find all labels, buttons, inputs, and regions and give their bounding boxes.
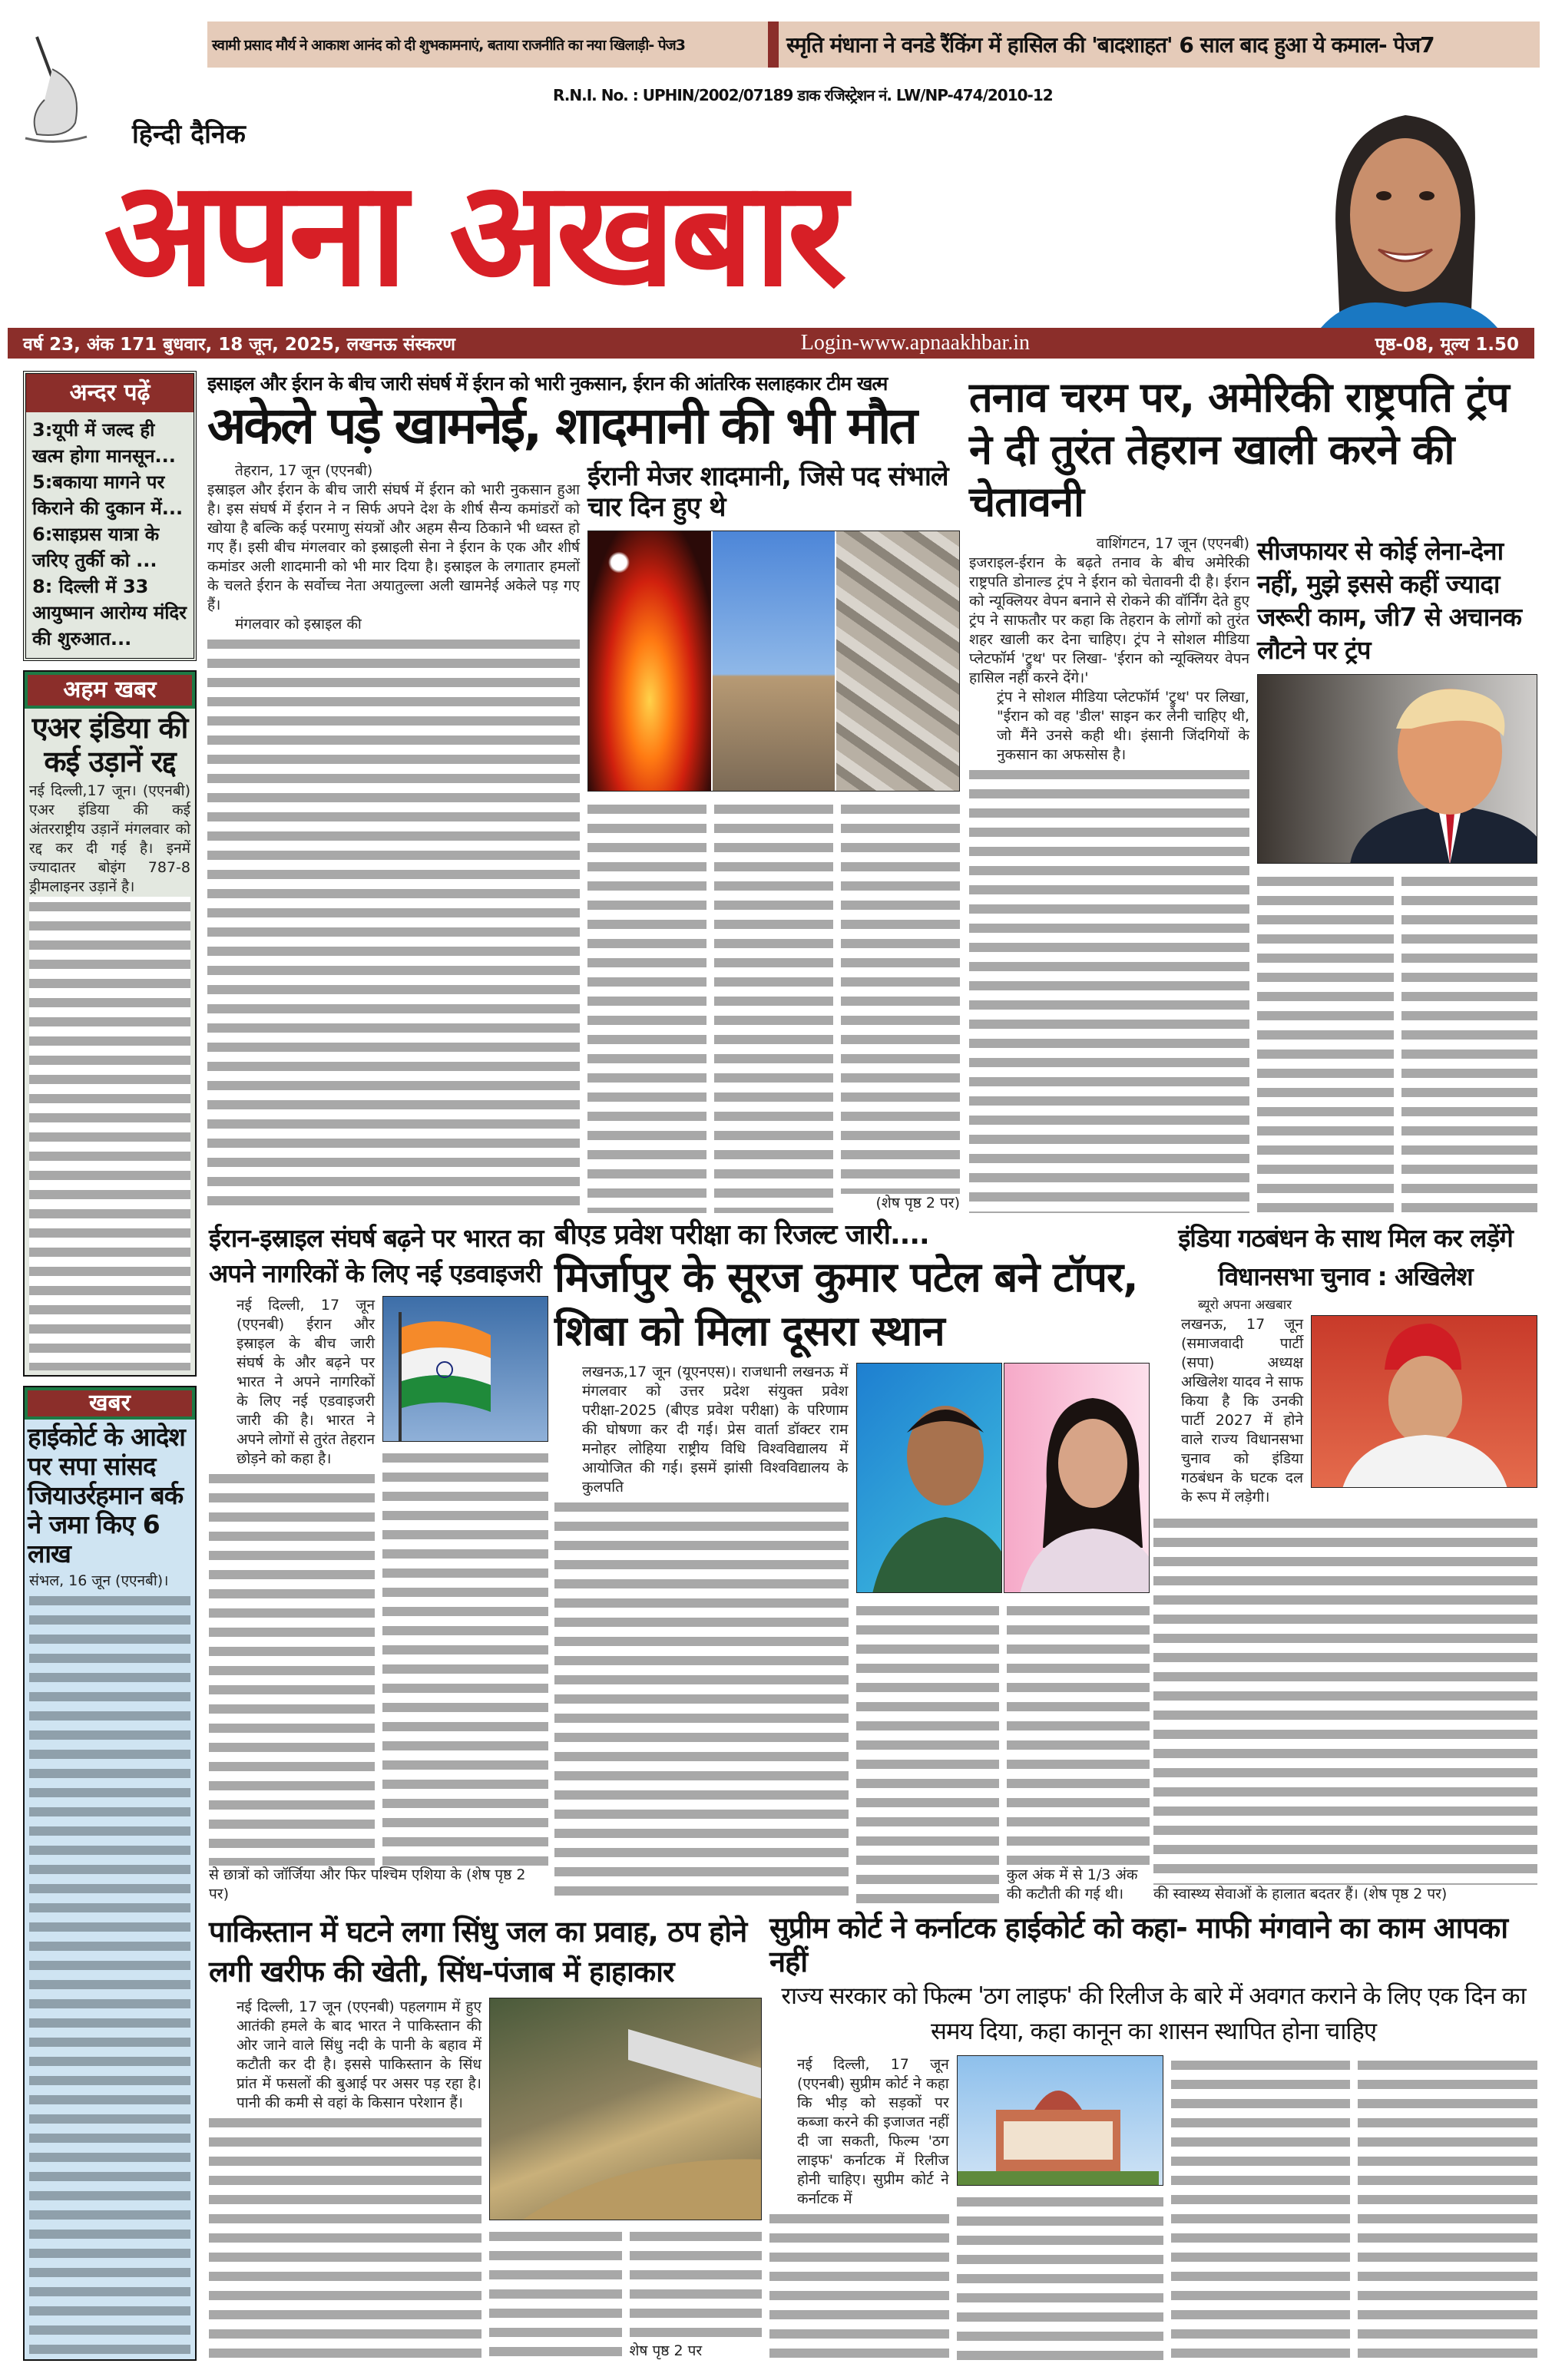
sc-subhead: राज्य सरकार को फिल्म 'ठग लाइफ' की रिलीज के बारे में अवगत कराने के लिए एक दिन का समय दिया, कहा कानून का शासन स्थापित होना चाहिए: [781, 1982, 1526, 2046]
akhilesh-body: लखनऊ, 17 जून (समाजवादी पार्टी (सपा) अध्यक्ष अखिलेश यादव ने साफ किया है कि उनकी पार्टी 2027 में होने वाले राज्य विधानसभा चुनाव को इंडिया गठबंधन के घटक दल के रूप में लड़ेगी।: [1181, 1316, 1303, 1506]
akhilesh-headline[interactable]: इंडिया गठबंधन के साथ मिल कर लड़ेंगे विधानसभा चुनाव : अखिलेश: [1178, 1223, 1513, 1291]
missile-launch-image: [711, 531, 836, 791]
text-lines: [630, 2226, 763, 2342]
text-lines: [841, 799, 960, 1194]
inside-title: अन्दर पढ़ें: [26, 374, 194, 412]
text-lines: [209, 1469, 375, 1866]
akhilesh-column: [1153, 1315, 1303, 1507]
indus-headline[interactable]: पाकिस्तान में घटने लगा सिंधु जल का प्रवाह, ठप होने लगी खरीफ की खेती, सिंध-पंजाब में हाहाकार: [209, 1915, 747, 1988]
continued-note: (शेष पृष्ठ 2 पर): [875, 1195, 960, 1211]
issue-info: वर्ष 23, अंक 171 बुधवार, 18 जून, 2025, लखनऊ संस्करण: [23, 335, 456, 355]
suraj-kumar-patel-photo: [856, 1363, 1002, 1593]
iran-strike-fire-image: [588, 531, 711, 791]
trump-dateline: वाशिंगटन, 17 जून (एएनबी): [1096, 535, 1249, 552]
akhilesh-yadav-photo: [1311, 1315, 1537, 1488]
trump-column-2: [1257, 871, 1394, 1213]
text-lines: [969, 765, 1249, 1213]
text-lines: [714, 799, 833, 1213]
text-lines: [1153, 1513, 1537, 1885]
indus-column-1: [209, 1998, 481, 2361]
text-lines: [957, 2192, 1163, 2361]
indus-column-3: [630, 2226, 763, 2361]
trump-body-2: ट्रंप ने सोशल मीडिया प्लेटफॉर्म 'ट्रुथ' पर लिखा, "ईरान को वह 'डील' साइन कर लेनी चाहिए थी, जो मैंने उनसे कही थी। इंसानी जिंदगियों के नुकसान का अफसोस है।: [997, 689, 1249, 763]
indus-dam-photo: [489, 1998, 762, 2220]
lead-column-1: [207, 461, 580, 1213]
teaser-left[interactable]: स्वामी प्रसाद मौर्य ने आकाश आनंद को दी शुभकामनाएं, बताया राजनीति का नया खिलाड़ी- पेज3: [212, 37, 685, 54]
news-title: खबर: [25, 1387, 195, 1420]
left-sidebar: [23, 371, 197, 2361]
continued-note: कुल अंक में से 1/3 अंक की कटौती की गई थी।: [1006, 1866, 1138, 1902]
newspaper-title: अपना अखबार: [104, 149, 842, 319]
important-news-box: [23, 670, 197, 1377]
sc-column-2: [957, 2055, 1163, 2361]
continued-note: से छात्रों को जॉर्जिया और फिर पश्चिम एशिया के (शेष पृष्ठ 2 पर): [209, 1866, 526, 1902]
advisory-body: नई दिल्ली, 17 जून (एएनबी) ईरान और इस्राइल के बीच जारी संघर्ष के और बढ़ने पर भारत ने अपने नागरिकों के लिए नई एडवाइजरी जारी की है। भारत ने अपने लोगों से तुरंत तेहरान छोड़ने को कहा है।: [237, 1297, 375, 1467]
news-headline[interactable]: हाईकोर्ट के आदेश पर सपा सांसद जियाउर्रहमान बर्क ने जमा किए 6 लाख: [28, 1422, 185, 1568]
sc-column-3: [1171, 2055, 1351, 2361]
text-lines: [29, 1591, 190, 2355]
indus-column-2: [489, 2226, 622, 2361]
bed-column-1: [554, 1363, 849, 1904]
text-lines: [29, 897, 190, 1370]
text-lines: [207, 634, 580, 1213]
important-headline[interactable]: एअर इंडिया की कई उड़ानें रद्द: [31, 711, 188, 778]
lead-kicker: इसाइल और ईरान के बीच जारी संघर्ष में ईरान को भारी नुकसान, ईरान की आंतरिक सलाहकार टीम खत्म: [207, 372, 888, 395]
lead-right-area: [587, 461, 960, 1213]
lead-dateline: तेहरान, 17 जून (एएनबी): [235, 461, 373, 479]
text-lines: [1171, 2055, 1351, 2361]
trump-column-1: [969, 534, 1249, 1213]
bed-right-area: [856, 1363, 1150, 1904]
advisory-column-2: [382, 1296, 548, 1866]
news-box: [23, 1386, 197, 2361]
sc-story: [769, 1912, 1537, 2361]
indian-flag-photo: [382, 1296, 548, 1442]
bed-headline[interactable]: मिर्जापुर के सूरज कुमार पटेल बने टॉपर, शिबा को मिला दूसरा स्थान: [554, 1253, 1138, 1356]
bed-body: लखनऊ,17 जून (यूएनएस)। राजधानी लखनऊ में मंगलवार को उत्तर प्रदेश संयुक्त प्रवेश परीक्षा-2025 (बीएड प्रवेश परीक्षा) के परिणाम की घोषणा कर दी गई। प्रेस वार्ता डॉक्टर राम मनोहर लोहिया राष्ट्रीय विधि विश्वविद्यालय में आयोजित की गई। इसमें झांसी विश्वविद्यालय के कुलपति: [582, 1364, 849, 1496]
bed-story: [554, 1219, 1150, 1904]
text-lines: [1401, 871, 1538, 1213]
bed-column-2: [856, 1601, 999, 1904]
text-lines: [1358, 2055, 1537, 2361]
inside-item[interactable]: 3:यूपी में जल्द ही खत्म होगा मानसून...: [32, 419, 176, 467]
continued-note: की स्वास्थ्य सेवाओं के हालात बदतर हैं। (शेष पृष्ठ 2 पर): [1153, 1886, 1448, 1902]
lead-photo-collage: [587, 531, 960, 792]
sc-body: नई दिल्ली, 17 जून (एएनबी) सुप्रीम कोर्ट ने कहा कि भीड़ को सड़कों पर कब्जा करने की इजाजत नहीं दी जा सकती, फिल्म 'ठग लाइफ' कर्नाटक में रिलीज होनी चाहिए। सुप्रीम कोर्ट ने कर्नाटक में: [797, 2056, 949, 2208]
lead-story: [207, 373, 960, 1213]
inside-item[interactable]: 5:बकाया मागने पर किराने की दुकान में...: [32, 471, 184, 519]
text-lines: [554, 1497, 849, 1904]
bed-column-3: [1007, 1601, 1150, 1904]
lead-body-2: मंगलवार को इस्राइल की: [235, 615, 362, 633]
continued-note: शेष पृष्ठ 2 पर: [629, 2342, 703, 2359]
text-lines: [856, 1601, 999, 1904]
trump-story: [969, 372, 1537, 1213]
text-lines: [382, 1448, 548, 1866]
indus-story: [209, 1912, 762, 2361]
lead-column-3: [714, 799, 833, 1213]
advisory-column: [209, 1296, 375, 1866]
akhilesh-story: [1153, 1219, 1537, 1904]
text-lines: [1257, 871, 1394, 1213]
pen-sketch-logo: [22, 31, 91, 146]
shiba-photo: [1004, 1363, 1150, 1593]
strip-divider: [768, 21, 779, 68]
akhilesh-byline: ब्यूरो अपना अखबार: [1198, 1297, 1292, 1313]
tagline: हिन्दी दैनिक: [132, 119, 246, 150]
inside-item[interactable]: 6:साइप्रस यात्रा के जरिए तुर्की को ...: [32, 524, 160, 571]
trump-right-area: [1257, 534, 1537, 1213]
price-info: पृष्ठ-08, मूल्य 1.50: [1375, 335, 1519, 355]
dateline-band: [8, 328, 1534, 359]
top-teaser-strip: [207, 21, 1540, 68]
donald-trump-photo: [1257, 674, 1537, 864]
sc-headline[interactable]: सुप्रीम कोर्ट ने कर्नाटक हाईकोर्ट को कहा- माफी मंगवाने का काम आपका नहीं: [769, 1911, 1508, 1978]
important-body: नई दिल्ली,17 जून। (एएनबी) एअर इंडिया की कई अंतरराष्ट्रीय उड़ानें मंगलवार को रद्द कर दी गई है। इनमें ज्यादातर बोइंग 787-8 ड्रीमलाइनर उड़ानें है।: [29, 782, 190, 896]
registration-number: R.N.I. No. : UPHIN/2002/07189 डाक रजिस्ट्रेशन नं. LW/NP-474/2010-12: [553, 86, 1053, 104]
indus-right-area: [489, 1998, 762, 2361]
text-lines: [209, 2113, 481, 2361]
teaser-right[interactable]: स्मृति मंधाना ने वनडे रैंकिंग में हासिल की 'बादशाहत' 6 साल बाद हुआ ये कमाल- पेज7: [786, 32, 1434, 58]
sc-column-4: [1358, 2055, 1537, 2361]
lead-column-4: [841, 799, 960, 1213]
sc-column-1: [769, 2055, 949, 2361]
smriti-mandhana-photo: [1305, 84, 1520, 328]
inside-item[interactable]: 8: दिल्ली में 33 आयुष्मान आरोग्य मंदिर की शुरुआत...: [32, 576, 187, 650]
trump-body: इजराइल-ईरान के बढ़ते तनाव के बीच अमेरिकी राष्ट्रपति डोनाल्ड ट्रंप ने ईरान को चेतावनी दी है। ईरान को न्यूक्लियर वेपन बनाने से रोकने की वॉर्निंग देते हुए ट्रंप ने साफतौर पर कहा कि तेहरान के लोगों को तुरंत शहर खाली कर देना चाहिए। ट्रंप ने सोशल मीडिया प्लेटफॉर्म 'ट्रुथ' पर लिखा- 'ईरान को न्यूक्लियर वेपन हासिल नहीं करने देंगे।': [969, 554, 1249, 686]
lead-column-2: [587, 799, 706, 1213]
lead-subhead: ईरानी मेजर शादमानी, जिसे पद संभाले चार दिन हुए थे: [587, 461, 948, 523]
news-body: संभल, 16 जून (एएनबी)।: [29, 1572, 169, 1589]
lead-body: इस्राइल और ईरान के बीच जारी संघर्ष में ईरान को भारी नुकसान हुआ है। इस संघर्ष में ईरान ने न सिर्फ अपने देश के शीर्ष सैन्य कमांडरों को खोया है बल्कि कई परमाणु संयत्रों और अहम सैन्य ठिकाने भी ध्वस्त हो गए हैं। इसी बीच मंगलवार को इस्राइली सेना ने ईरान के एक और शीर्ष कमांडर अली शादमानी को भी मार दिया है। इस्राइल के लगातार हमलों के चलते ईरान के सर्वोच्च नेता अयातुल्ला अली खामनेई अकेले पड़ गए हैं।: [207, 481, 580, 613]
trump-column-3: [1401, 871, 1538, 1213]
important-title: अहम खबर: [25, 672, 195, 709]
text-lines: [587, 799, 706, 1213]
text-lines: [769, 2209, 949, 2361]
advisory-story: [209, 1221, 548, 1904]
advisory-headline[interactable]: ईरान-इस्राइल संघर्ष बढ़ने पर भारत का अपने नागरिकों के लिए नई एडवाइजरी: [209, 1223, 544, 1288]
lead-headline[interactable]: अकेले पड़े खामनेई, शादमानी की भी मौत: [207, 395, 915, 455]
text-lines: [1007, 1601, 1150, 1866]
damaged-buildings-image: [835, 531, 959, 791]
trump-subhead: सीजफायर से कोई लेना-देना नहीं, मुझे इससे कहीं ज्यादा जरूरी काम, जी7 से अचानक लौटने पर ट्रंप: [1257, 536, 1521, 665]
trump-headline[interactable]: तनाव चरम पर, अमेरिकी राष्ट्रपति ट्रंप ने दी तुरंत तेहरान खाली करने की चेतावनी: [969, 373, 1509, 526]
text-lines: [489, 2226, 622, 2361]
supreme-court-photo: [957, 2055, 1163, 2186]
website-link[interactable]: Login-www.apnaakhbar.in: [800, 331, 1031, 355]
indus-body: नई दिल्ली, 17 जून (एएनबी) पहलगाम में हुए आतंकी हमले के बाद भारत ने पाकिस्तान की ओर जाने वाले सिंधु नदी के पानी के बहाव में कटौती कर दी है। इससे पाकिस्तान के सिंध प्रांत में फसलों की बुआई पर असर पड़ रहा है। पानी की कमी से वहां के किसान परेशान हैं।: [237, 1998, 481, 2111]
inside-pages-box: [23, 371, 197, 661]
bed-kicker: बीएड प्रवेश परीक्षा का रिजल्ट जारी....: [554, 1219, 929, 1251]
